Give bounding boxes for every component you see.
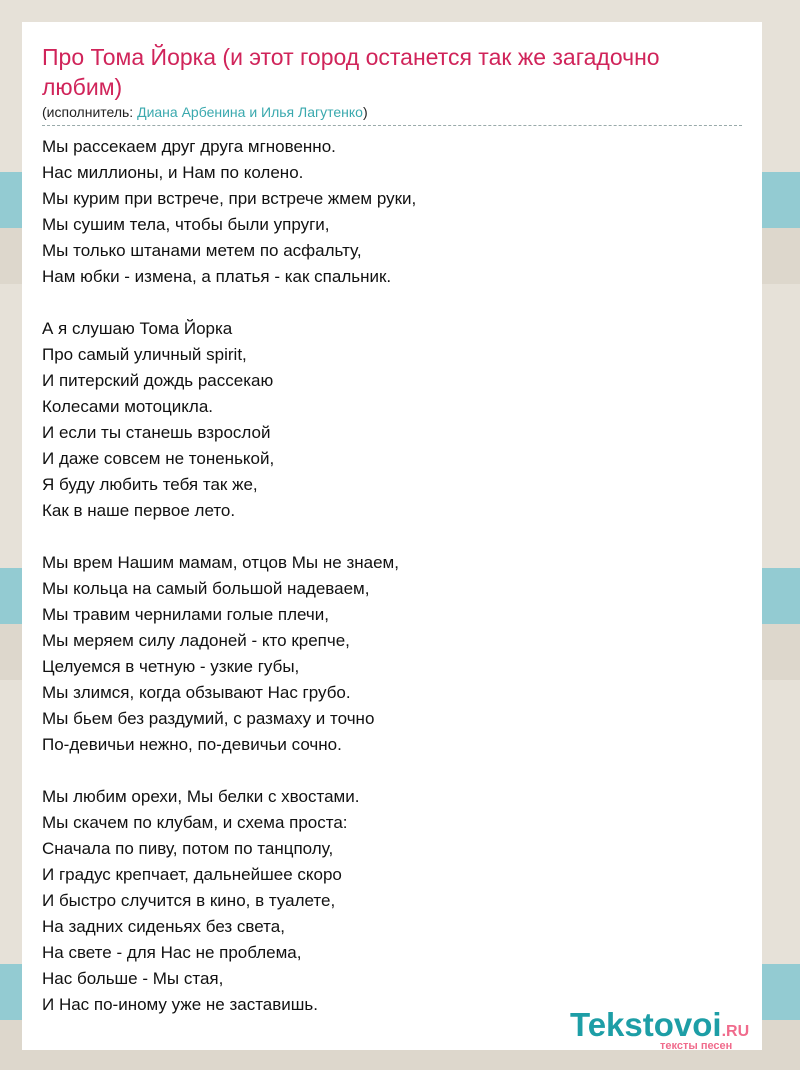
lyric-line: На свете - для Нас не проблема, [42, 943, 302, 962]
artist-prefix: (исполнитель: [42, 104, 138, 120]
logo-tagline: тексты песен [660, 1040, 733, 1052]
lyric-line: На задних сиденьях без света, [42, 917, 285, 936]
lyric-line: Нас больше - Мы стая, [42, 969, 224, 988]
lyric-line: Сначала по пиву, потом по танцполу, [42, 839, 334, 858]
lyric-line: И быстро случится в кино, в туалете, [42, 891, 336, 910]
lyric-line: Мы курим при встрече, при встрече жмем руки, [42, 189, 417, 208]
divider [42, 125, 742, 126]
lyric-line: Мы врем Нашим мамам, отцов Мы не знаем, [42, 553, 399, 572]
lyric-line: Нам юбки - измена, а платья - как спальник. [42, 267, 392, 286]
lyric-line: Мы сушим тела, чтобы были упруги, [42, 215, 330, 234]
lyric-line: Мы кольца на самый большой надеваем, [42, 579, 370, 598]
lyric-line: И Нас по-иному уже не заставишь. [42, 995, 319, 1014]
lyric-line: Мы меряем силу ладоней - кто крепче, [42, 631, 350, 650]
lyric-line: Мы только штанами метем по асфальту, [42, 241, 362, 260]
lyric-line: Целуемся в четную - узкие губы, [42, 657, 300, 676]
lyric-line: Нас миллионы, и Нам по колено. [42, 163, 304, 182]
artist-suffix: ) [362, 104, 368, 120]
lyric-line [42, 524, 416, 550]
lyric-line: А я слушаю Тома Йорка [42, 319, 233, 338]
lyric-line: И если ты станешь взрослой [42, 423, 271, 442]
lyric-line: И даже совсем не тоненькой, [42, 449, 275, 468]
lyric-line: Колесами мотоцикла. [42, 397, 213, 416]
lyric-line: И питерский дождь рассекаю [42, 371, 274, 390]
lyric-line: Как в наше первое лето. [42, 501, 236, 520]
lyrics-card [22, 22, 762, 1050]
lyric-line: Мы бьем без раздумий, с размаху и точно [42, 709, 375, 728]
lyric-line: Про самый уличный spirit, [42, 345, 247, 364]
logo-brand: Tekstovoi [570, 1006, 722, 1043]
site-logo [570, 1006, 750, 1052]
lyric-line: По-девичьи нежно, по-девичьи сочно. [42, 735, 342, 754]
lyric-line: Я буду любить тебя так же, [42, 475, 258, 494]
lyric-line: Мы рассекаем друг друга мгновенно. [42, 137, 336, 156]
lyric-line: И градус крепчает, дальнейшее скоро [42, 865, 342, 884]
logo-tld: .RU [721, 1023, 750, 1040]
lyric-line: Мы травим чернилами голые плечи, [42, 605, 329, 624]
lyric-line: Мы злимся, когда обзывают Нас грубо. [42, 683, 351, 702]
lyric-line: Мы скачем по клубам, и схема проста: [42, 813, 348, 832]
song-title: Про Тома Йорка (и этот город останется так же загадочно любим) [42, 44, 660, 100]
lyric-line [42, 290, 416, 316]
lyric-line [42, 758, 416, 784]
lyrics-text [42, 134, 416, 1018]
artist-link[interactable]: Диана Арбенина и Илья Лагутенко [137, 104, 363, 120]
lyric-line: Мы любим орехи, Мы белки с хвостами. [42, 787, 360, 806]
artist-line [42, 104, 368, 120]
